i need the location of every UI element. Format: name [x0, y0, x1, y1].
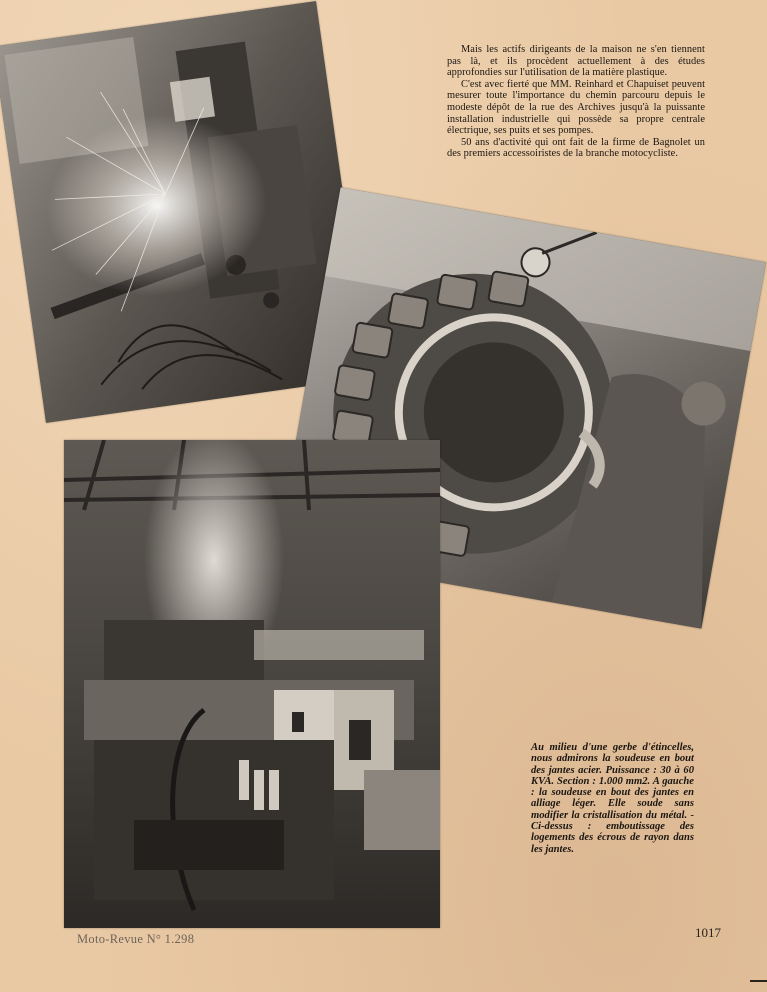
photo-alloy-welder [64, 440, 440, 928]
intro-paragraph: 50 ans d'activité qui ont fait de la firme de Bagnolet un des premiers accessoiristes de la branche motocycliste. [447, 136, 705, 160]
intro-paragraph: Mais les actifs dirigeants de la maison ne s'en tiennent pas là, et ils procèdent actuellement à des études approfondies sur l'utilisation de la matière plastique. [447, 44, 705, 79]
publication-footer: Moto-Revue N° 1.298 [77, 932, 195, 946]
page-number: 1017 [695, 925, 721, 940]
intro-text [447, 44, 705, 160]
intro-paragraph: C'est avec fierté que MM. Reinhard et Chapuiset peuvent mesurer toute l'importance du chemin parcouru depuis le modeste dépôt de la rue des Archives jusqu'à la puissante installation industrielle qui possède sa propre centrale électrique, ses puits et ses pompes. [447, 78, 705, 137]
photo-caption: Au milieu d'une gerbe d'étincelles, nous admirons la soudeuse en bout des jantes acier. Puissance : 30 à 60 KVA. Section : 1.000 mm2. A gauche : la soudeuse en bout des jantes en alliage léger. Elle soude sans modifier la cristallisation du métal. - Ci-dessus : emboutissage des logements des écrous de rayon dans les jantes. [531, 742, 694, 855]
edge-mark [750, 980, 767, 982]
